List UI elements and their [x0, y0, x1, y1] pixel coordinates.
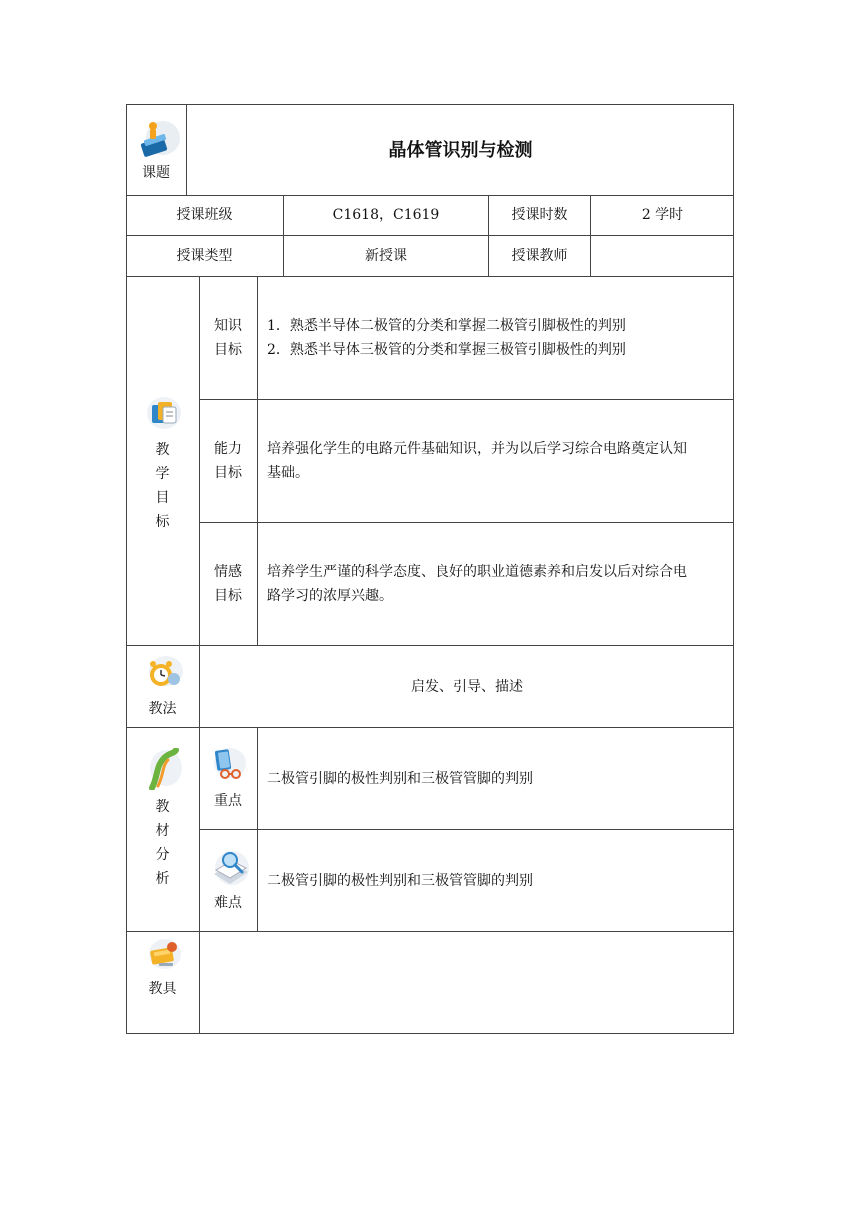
emotion-text-line: 路学习的浓厚兴趣。	[267, 588, 393, 604]
ability-text-line: 培养强化学生的电路元件基础知识，并为以后学习综合电路奠定认知	[267, 441, 687, 457]
label-line: 情感	[214, 564, 242, 580]
row-divider	[126, 276, 734, 277]
row-divider	[199, 522, 734, 523]
class-label: 授课班级	[176, 207, 233, 223]
row-divider	[126, 727, 734, 728]
tools-label: 教具	[148, 981, 177, 997]
row-divider	[126, 195, 734, 196]
section-char: 分	[155, 847, 170, 863]
section-char: 教	[155, 442, 170, 458]
emotion-text-line: 培养学生严谨的科学态度、良好的职业道德素养和启发以后对综合电	[267, 564, 687, 580]
objectives-section-label	[126, 438, 199, 534]
knowledge-item: 2．熟悉半导体三极管的分类和掌握三极管引脚极性的判别	[267, 342, 626, 358]
magnifier-icon	[210, 848, 252, 892]
topic-label: 课题	[142, 165, 170, 181]
label-line: 目标	[214, 342, 242, 358]
class-value: C1618，C1619	[332, 207, 440, 223]
type-value: 新授课	[365, 248, 407, 264]
hours-value: 2 学时	[641, 207, 684, 223]
col-divider	[257, 276, 258, 645]
book-glasses-icon	[210, 746, 248, 786]
section-char: 教	[155, 799, 170, 815]
row-divider	[126, 235, 734, 236]
col-divider	[257, 727, 258, 931]
row-divider	[199, 399, 734, 400]
analysis-section-label	[126, 795, 199, 891]
section-char: 标	[155, 514, 170, 530]
files-icon	[146, 396, 182, 434]
ribbon-icon	[144, 748, 184, 794]
method-label: 教法	[148, 701, 177, 717]
difficult-point-label: 难点	[214, 895, 242, 911]
emotion-label	[199, 560, 257, 608]
alarm-clock-icon	[144, 655, 184, 695]
section-char: 析	[155, 871, 170, 887]
row-divider	[126, 931, 734, 932]
knowledge-item: 1．熟悉半导体二极管的分类和掌握二极管引脚极性的判别	[267, 318, 626, 334]
key-point-value: 二极管引脚的极性判别和三极管管脚的判别	[267, 771, 533, 787]
col-divider	[199, 276, 200, 1034]
key-point-label: 重点	[214, 793, 242, 809]
label-line: 目标	[214, 588, 242, 604]
knowledge-label	[199, 314, 257, 362]
row-divider	[199, 829, 734, 830]
label-line: 目标	[214, 465, 242, 481]
section-char: 学	[155, 466, 170, 482]
label-line: 知识	[214, 318, 242, 334]
type-label: 授课类型	[176, 248, 233, 264]
row-divider	[126, 645, 734, 646]
label-line: 能力	[214, 441, 242, 457]
section-char: 材	[155, 823, 170, 839]
teacher-label: 授课教师	[511, 248, 568, 264]
ability-text-line: 基础。	[267, 465, 309, 481]
difficult-point-value: 二极管引脚的极性判别和三极管管脚的判别	[267, 873, 533, 889]
section-char: 目	[155, 490, 170, 506]
books-icon	[137, 116, 181, 166]
ability-label	[199, 437, 257, 485]
tools-icon	[145, 937, 183, 977]
page-title: 晶体管识别与检测	[388, 140, 533, 161]
hours-label: 授课时数	[511, 207, 568, 223]
method-value: 启发、引导、描述	[411, 679, 523, 695]
